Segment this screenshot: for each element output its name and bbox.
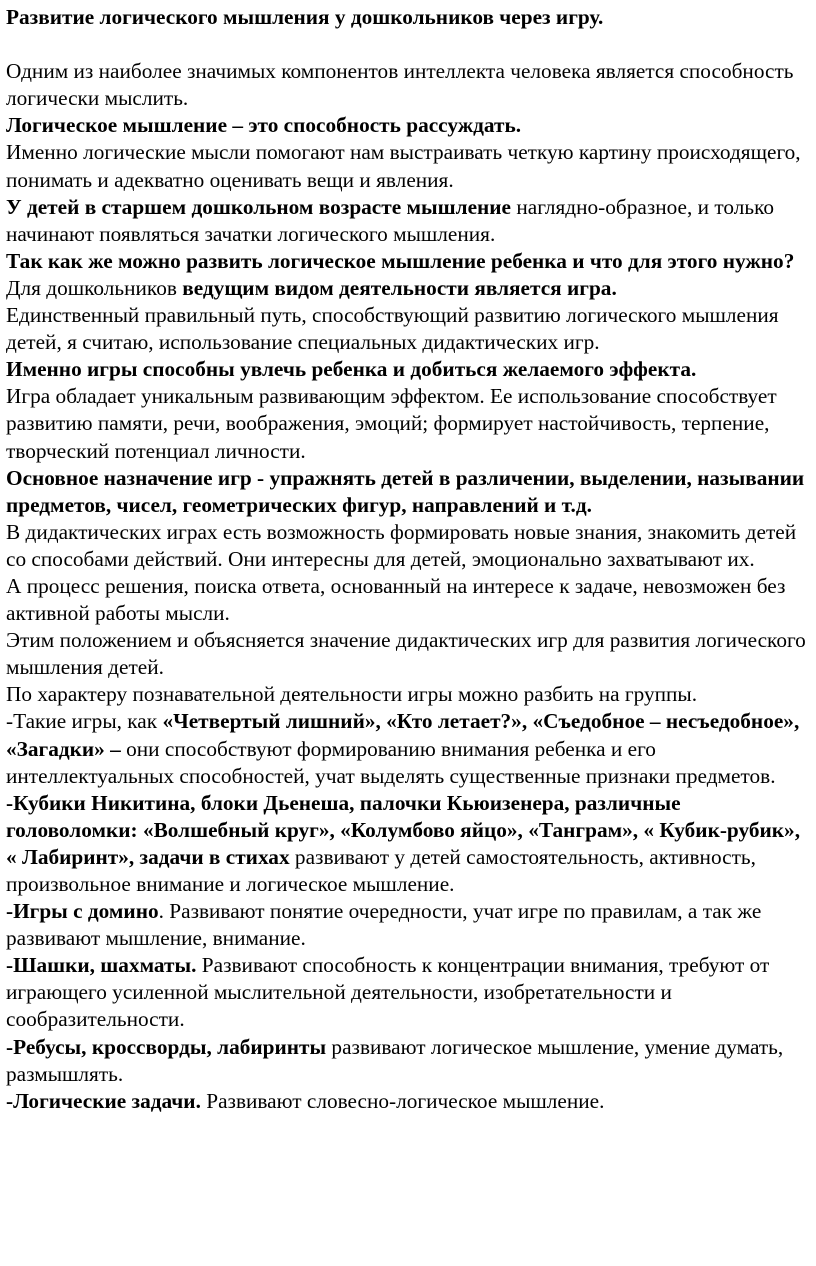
plain-text: -Такие игры, как [6, 709, 163, 734]
bold-text: -Ребусы, кроссворды, лабиринты [6, 1034, 327, 1059]
bold-text: Именно игры способны увлечь ребенка и добиться желаемого эффекта. [6, 357, 697, 382]
list-item-games-attention [6, 708, 810, 789]
paragraph-question [6, 248, 810, 275]
plain-text: они способствуют формированию внимания ребенка и его интеллектуальных способностей, учат выделять существенные признаки предметов. [6, 736, 776, 788]
plain-text: развивают логическое мышление, умение думать, размышлять. [6, 1034, 784, 1086]
paragraph-didactic-games: В дидактических играх есть возможность формировать новые знания, знакомить детей со способами действий. Они интересны для детей, эмоционально захватывают их. [6, 519, 797, 571]
list-item-domino [6, 898, 810, 952]
paragraph-older-children [6, 194, 810, 248]
bold-text: Логическое мышление – это способность рассуждать. [6, 113, 522, 138]
paragraph-only-way: Единственный правильный путь, способствующий развитию логического мышления детей, я считаю, использование специальных дидактических игр. [6, 303, 779, 355]
document-title: Развитие логического мышления у дошкольников через игру. [6, 5, 604, 29]
paragraph-main-purpose [6, 465, 810, 519]
plain-text: развивают у детей самостоятельность, активность, произвольное внимание и логическое мышление. [6, 844, 756, 896]
plain-text: Развивают словесно-логическое мышление. [200, 1088, 605, 1113]
paragraph-definition [6, 112, 810, 139]
list-item-puzzles [6, 790, 810, 898]
plain-text: Развивают способность к концентрации внимания, требуют от играющего усиленной мыслительной деятельности, изобретательности и сообразительности. [6, 953, 770, 1032]
paragraph-logic-thoughts: Именно логические мысли помогают нам выстраивать четкую картину происходящего, понимать и адекватно оценивать вещи и явления. [6, 140, 801, 192]
bold-text: ведущим видом деятельности является игра. [182, 275, 617, 300]
blank-line [6, 31, 810, 58]
bold-text: -Игры с домино [6, 899, 159, 924]
paragraph-game-effect: Игра обладает уникальным развивающим эффектом. Ее использование способствует развитию памяти, речи, воображения, эмоций; формирует настойчивость, терпение, творческий потенциал личности. [6, 384, 777, 463]
plain-text: Для дошкольников [6, 275, 183, 300]
bold-text: «Четвертый лишний», «Кто летает?», «Съедобное – несъедобное», «Загадки» – [6, 709, 800, 761]
bold-text: -Кубики Никитина, блоки Дьенеша, палочки Кьюизенера, различные головоломки: «Волшебный круг», «Колумбово яйцо», «Танграм», « Кубик-рубик», « Лабиринт», задачи в стихах [6, 790, 801, 869]
bold-text: -Логические задачи. [6, 1088, 201, 1113]
paragraph-leading-activity [6, 275, 810, 302]
list-item-chess [6, 952, 810, 1033]
bold-text: У детей в старшем дошкольном возрасте мышление [6, 194, 512, 219]
paragraph-games-engage [6, 356, 810, 383]
bold-text: Основное назначение игр - упражнять детей в различении, выделении, назывании предметов, чисел, геометрических фигур, направлений и т.д. [6, 465, 805, 517]
list-item-logic-tasks [6, 1088, 810, 1115]
bold-text: Так как же можно развить логическое мышление ребенка и что для этого нужно? [6, 248, 795, 273]
paragraph-intro: Одним из наиболее значимых компонентов интеллекта человека является способность логически мыслить. [6, 59, 794, 111]
paragraph-solving-process: А процесс решения, поиска ответа, основанный на интересе к задаче, невозможен без активной работы мысли. [6, 573, 786, 626]
bold-text: -Шашки, шахматы. [6, 953, 197, 978]
plain-text: . Развивают понятие очередности, учат игре по правилам, а так же развивают мышление, внимание. [6, 899, 762, 951]
paragraph-significance: Этим положением и объясняется значение дидактических игр для развития логического мышления детей. [6, 628, 806, 680]
paragraph-groups: По характеру познавательной деятельности игры можно разбить на группы. [6, 682, 698, 707]
list-item-rebus [6, 1034, 810, 1088]
plain-text: наглядно-образное, и только начинают появляться зачатки логического мышления. [6, 194, 775, 246]
